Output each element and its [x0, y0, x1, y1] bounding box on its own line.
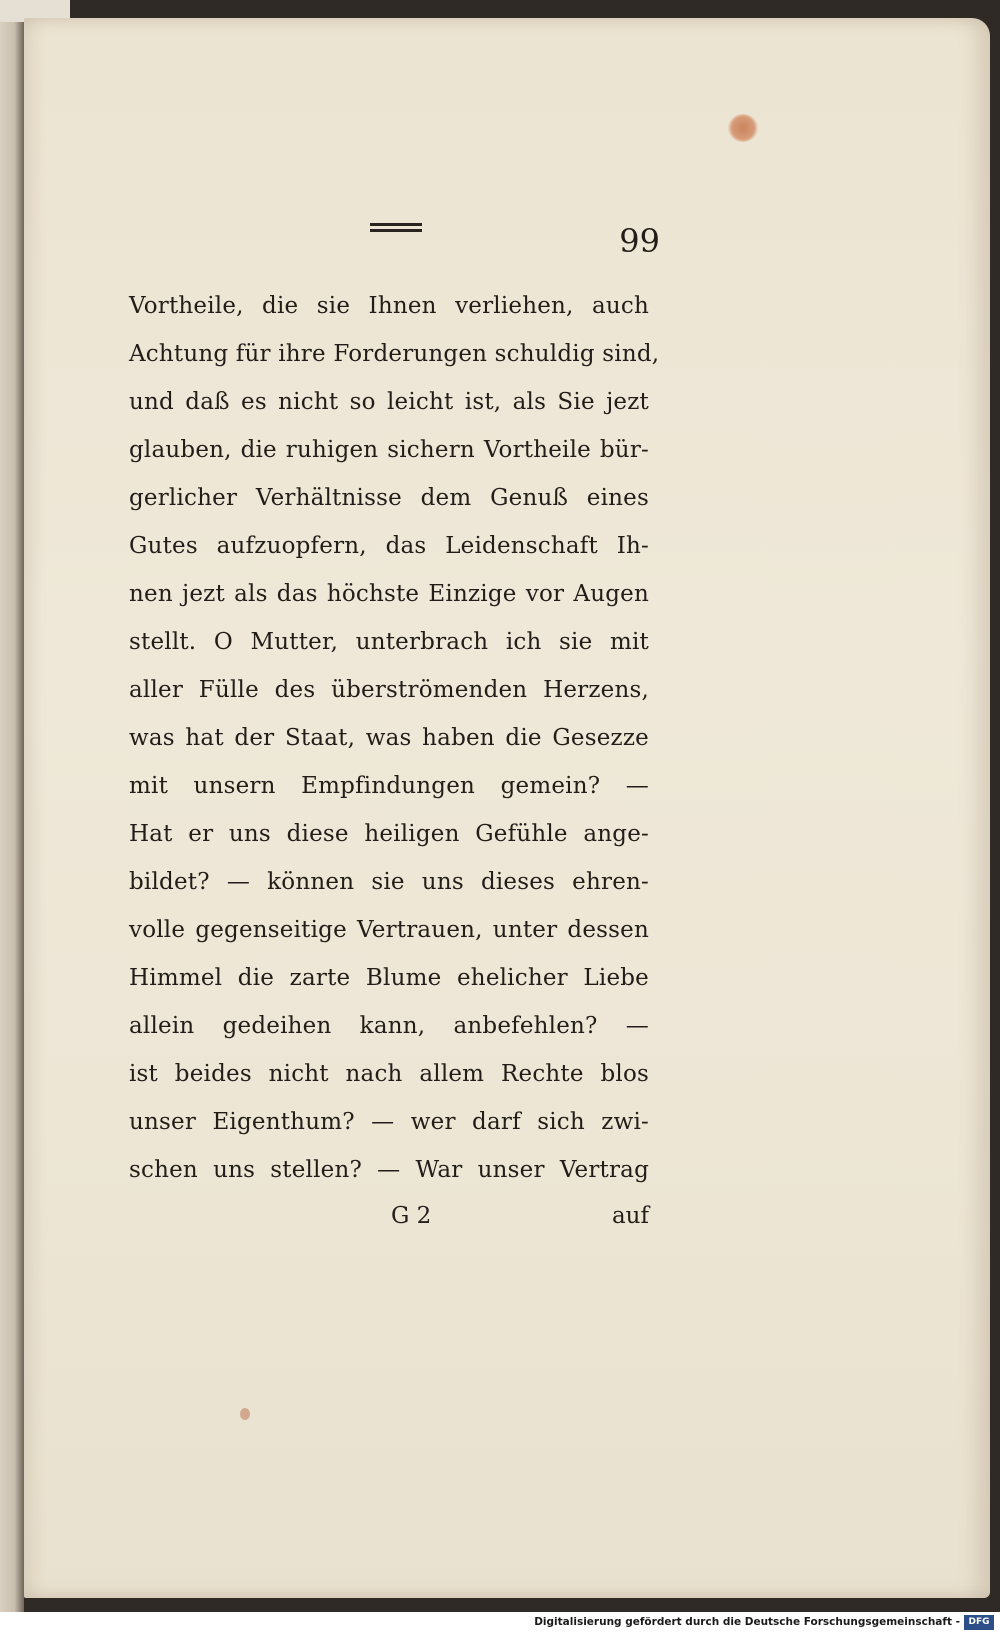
binding-edge [0, 0, 24, 1612]
text-line: gerlicher Verhältnisse dem Genuß eines [129, 485, 649, 511]
text-line: Achtung für ihre Forderungen schuldig sind, [129, 341, 660, 367]
book-page [24, 18, 990, 1598]
text-line: bildet? — können sie uns dieses ehren- [129, 869, 649, 895]
text-line: ist beides nicht nach allem Rechte blos [129, 1061, 649, 1087]
text-line: volle gegenseitige Vertrauen, unter dessen [129, 917, 649, 943]
text-line: stellt. O Mutter, unterbrach ich sie mit [129, 629, 649, 655]
dfg-logo-icon: DFG [964, 1615, 994, 1630]
text-line: unser Eigenthum? — wer darf sich zwi- [129, 1109, 649, 1135]
text-line: mit unsern Empfindungen gemein? — [129, 773, 649, 799]
page-number: 99 [619, 222, 660, 260]
body-text [129, 282, 660, 1194]
text-line: allein gedeihen kann, anbefehlen? — [129, 1013, 649, 1039]
text-line: glauben, die ruhigen sichern Vortheile bür- [129, 437, 649, 463]
text-line: Vortheile, die sie Ihnen verliehen, auch [129, 293, 649, 319]
text-line: Himmel die zarte Blume ehelicher Liebe [129, 965, 649, 991]
signature-mark: G 2 [391, 1203, 432, 1229]
funding-credit: Digitalisierung gefördert durch die Deutsche Forschungsgemeinschaft - [534, 1616, 960, 1628]
catchword: auf [611, 1203, 649, 1229]
text-line: was hat der Staat, was haben die Gesezze [129, 725, 649, 751]
header-rule [370, 223, 422, 233]
text-line: schen uns stellen? — War unser Vertrag [129, 1157, 649, 1183]
text-line: Hat er uns diese heiligen Gefühle ange- [129, 821, 649, 847]
page-footer [129, 1196, 649, 1236]
credit-bar [0, 1612, 1000, 1635]
text-line: und daß es nicht so leicht ist, als Sie jezt [129, 389, 649, 415]
paper-stain [728, 114, 758, 142]
text-line: Gutes aufzuopfern, das Leidenschaft Ih- [129, 533, 649, 559]
text-line: nen jezt als das höchste Einzige vor Augen [129, 581, 649, 607]
paper-spot [240, 1408, 250, 1420]
text-line: aller Fülle des überströmenden Herzens, [129, 677, 649, 703]
